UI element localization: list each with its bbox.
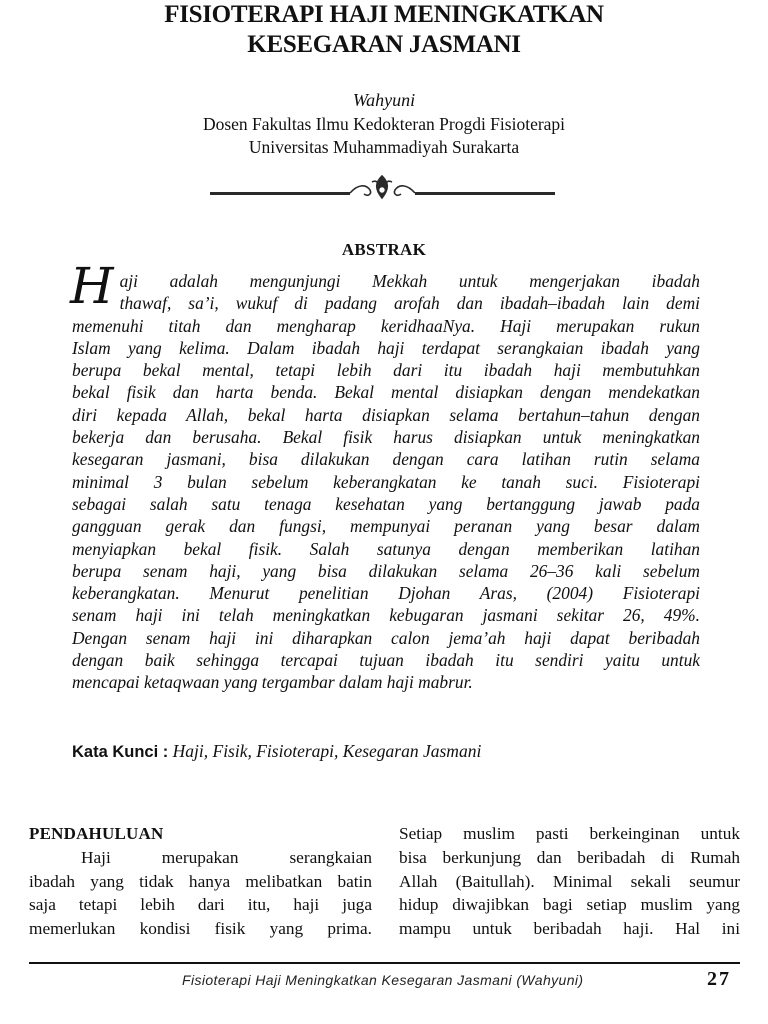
- abstract-line: menyiapkan bekal fisik. Salah satunya dengan memberikan latihan: [72, 538, 700, 559]
- abstract-line: gangguan gerak dan fungsi, mempunyai peranan yang besar dalam: [72, 516, 700, 537]
- abstract-line: memenuhi titah dan mengharap keridhaaNya. Haji merupakan rukun: [72, 315, 700, 336]
- affiliation-line-2: Universitas Muhammadiyah Surakarta: [248, 137, 520, 157]
- abstract-line: berupa bekal mental, tetapi lebih dari itu ibadah haji membutuhkan: [72, 360, 700, 381]
- title-line-1: FISIOTERAPI HAJI MENINGKATKAN: [164, 1, 604, 28]
- keywords-text: Haji, Fisik, Fisioterapi, Kesegaran Jasmani: [172, 741, 482, 761]
- keywords-label: Kata Kunci :: [72, 743, 169, 761]
- ornament-rule-right: [415, 192, 555, 195]
- title-line-2: KESEGARAN JASMANI: [247, 31, 521, 58]
- abstract-body: [70, 257, 700, 694]
- keywords: [72, 740, 481, 763]
- body-line: memerlukan kondisi fisik yang prima.: [29, 919, 372, 939]
- abstract-line: keberangkatan. Menurut penelitian Djohan Aras, (2004) Fisioterapi: [72, 583, 700, 604]
- body-line: Setiap muslim pasti berkeinginan untuk: [399, 824, 740, 843]
- abstract-line: Dengan senam haji ini diharapkan calon jema’ah haji dapat beribadah: [72, 627, 700, 648]
- abstract-line: minimal 3 bulan sebelum keberangkatan ke tanah suci. Fisioterapi: [72, 471, 700, 492]
- abstract-line: bekerja dan berusaha. Bekal fisik harus disiapkan untuk meningkatkan: [72, 427, 700, 448]
- affiliation-line-1: Dosen Fakultas Ilmu Kedokteran Progdi Fisioterapi: [202, 114, 566, 134]
- abstract-line: bekal fisik dan harta benda. Bekal mental disiapkan dengan mendekatkan: [72, 382, 700, 403]
- body-line: Haji merupakan serangkaian: [81, 847, 372, 867]
- abstract-line: mencapai ketaqwaan yang tergambar dalam haji mabrur.: [72, 672, 473, 693]
- abstract-line: sebagai salah satu tenaga kesehatan yang bertanggung jawab pada: [72, 493, 700, 514]
- abstract-line: diri kepada Allah, bekal harta disiapkan selama bertahun–tahun dengan: [72, 404, 700, 425]
- body-column-right: [399, 822, 740, 941]
- abstract-heading: ABSTRAK: [341, 240, 427, 259]
- abstract-line: dengan baik sehingga tercapai tujuan ibadah itu sendiri yaitu untuk: [72, 650, 700, 671]
- body-line: ibadah yang tidak hanya melibatkan batin: [29, 871, 372, 891]
- body-column-left: [29, 822, 372, 941]
- abstract-line: berupa senam haji, yang bisa dilakukan selama 26–36 kali sebelum: [72, 560, 700, 581]
- abstract-line: thawaf, sa’i, wukuf di padang arofah dan ibadah–ibadah lain demi: [119, 293, 700, 314]
- ornament-rule-left: [210, 192, 350, 195]
- paper-title: [0, 0, 768, 60]
- abstract-line: senam haji ini telah meningkatkan kebugaran jasmani sekitar 26, 49%.: [72, 605, 700, 626]
- body-line: saja tetapi lebih dari itu, haji juga: [29, 895, 372, 915]
- body-line: mampu untuk beribadah haji. Hal ini: [399, 919, 740, 939]
- body-line: Allah (Baitullah). Minimal sekali seumur: [399, 871, 740, 891]
- body-line: hidup diwajibkan bagi setiap muslim yang: [399, 895, 740, 915]
- abstract-line: Islam yang kelima. Dalam ibadah haji terdapat serangkaian ibadah yang: [72, 337, 700, 358]
- footer-rule: [29, 962, 740, 964]
- ornament-flourish-icon: [350, 176, 415, 198]
- page-number: 27: [707, 968, 731, 990]
- abstract-dropcap: H: [70, 257, 114, 315]
- author-name: Wahyuni: [352, 90, 416, 110]
- section-heading: PENDAHULUAN: [29, 824, 164, 843]
- running-title: Fisioterapi Haji Meningkatkan Kesegaran Jasmani (Wahyuni): [182, 972, 584, 988]
- ornament-divider: [210, 172, 555, 202]
- abstract-line: aji adalah mengunjungi Mekkah untuk mengerjakan ibadah: [119, 271, 700, 291]
- abstract-line: kesegaran jasmani, bisa dilakukan dengan cara latihan rutin selama: [72, 449, 700, 470]
- body-line: bisa berkunjung dan beribadah di Rumah: [399, 847, 740, 867]
